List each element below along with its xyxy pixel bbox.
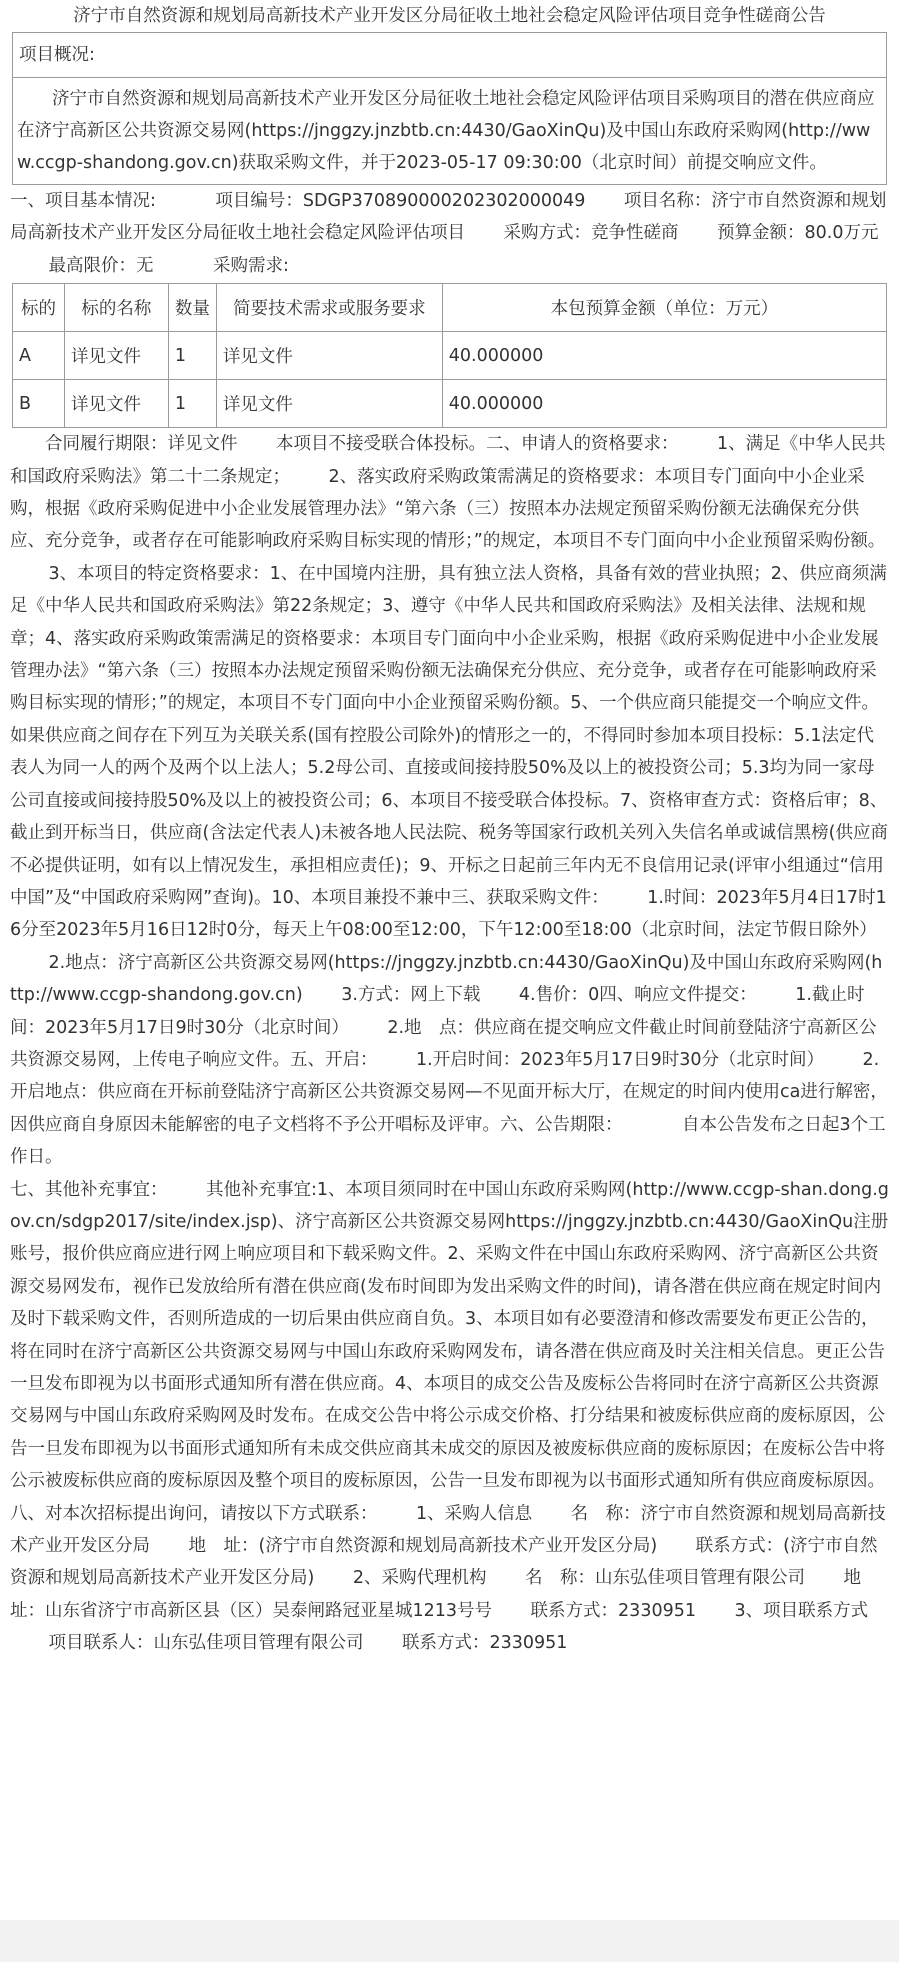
table-header: 本包预算金额（单位：万元） <box>442 284 886 332</box>
overview-label: 项目概况: <box>13 33 886 78</box>
project-contact-heading: 3、项目联系方式 <box>734 1600 869 1621</box>
table-cell: 详见文件 <box>216 380 442 428</box>
table-cell: 40.000000 <box>442 332 886 380</box>
table-header: 标的名称 <box>64 284 168 332</box>
table-header: 简要技术需求或服务要求 <box>216 284 442 332</box>
purchaser-address: 地 址：(济宁市自然资源和规划局高新技术产业开发区分局) <box>188 1536 658 1557</box>
supplementary-content: 其他补充事宜:1、本项目须同时在中国山东政府采购网(http://www.ccgp-shan.dong.gov.cn/sdgp2017/site/index.jsp)、济宁高新区公共资源交易网https://jnggzy.jnzbtb.cn:4430/GaoXinQu注册账号，报价供应商应进行网上响应项目和下载采购文件。2、采购文件在中国山东政府采购网、济宁高新区公共资源交易网发布，视作已发放给所有潜在供应商(发布时间即为发出采购文件的时间)，请各潜在供应商在规定时间内及时下载采购文件，否则所造成的一切后果由供应商自负。3、本项目如有必要澄清和修改需要发布更正公告的，将在同时在济宁高新区公共资源交易网与中国山东政府采购网发布，请各潜在供应商及时关注相关信息。更正公告一旦发布即视为以书面形式通知所有潜在供应商。4、本项目的成交公告及废标公告将同时在济宁高新区公共资源交易网与中国山东政府采购网及时发布。在成交公告中将公示成交价格、打分结果和被废标供应商的废标原因，公告一旦发布即视为以书面形式通知所有未成交供应商其未成交的原因及被废标供应商的废标原因；在废标公告中将公示被废标供应商的废标原因及整个项目的废标原因，公告一旦发布即视为以书面形式通知所有供应商废标原因。八、对本次招标提出询问，请按以下方式联系： <box>10 1179 889 1524</box>
requirements-table <box>12 283 887 428</box>
project-contact-phone: 联系方式：2330951 <box>402 1633 568 1654</box>
obtain-location: 2.地点：济宁高新区公共资源交易网(https://jnggzy.jnzbtb.cn:4430/GaoXinQu)及中国山东政府采购网(http://www.ccgp-shandong.gov.cn) <box>10 952 883 1006</box>
agency-heading: 2、采购代理机构 <box>352 1568 487 1589</box>
purchaser-info-heading: 1、采购人信息 <box>416 1503 533 1524</box>
budget-amount: 预算金额：80.0万元 <box>717 223 879 244</box>
contract-period: 合同履行期限：详见文件 <box>45 434 238 455</box>
max-price: 最高限价：无 <box>48 255 154 276</box>
table-cell: A <box>13 332 65 380</box>
opening-time: 1.开启时间：2023年5月17日9时30分（北京时间） <box>416 1049 825 1070</box>
procurement-method: 采购方式：竞争性磋商 <box>503 223 679 244</box>
table-row <box>13 332 887 380</box>
qualification-2: 2、落实政府采购政策需满足的资格要求：本项目专门面向中小企业采购，根据《政府采购促进中小企业发展管理办法》“第六条（三）按照本办法规定预留采购份额无法确保充分供应、充分竞争，或者存在可能影响政府采购目标实现的情形；”的规定，本项目不专门面向中小企业预留采购份额。 <box>10 466 886 552</box>
purchaser-contact: 联系方式：(济宁市自然资源和规划局高新技术产业开发区分局) <box>10 1536 878 1589</box>
project-overview-box <box>12 32 887 185</box>
consortium-note: 本项目不接受联合体投标。二、申请人的资格要求： <box>276 434 679 455</box>
overview-content: 济宁市自然资源和规划局高新技术产业开发区分局征收土地社会稳定风险评估项目采购项目的潜在供应商应在济宁高新区公共资源交易网(https://jnggzy.jnzbtb.cn:4430/GaoXinQu)及中国山东政府采购网(http://www.ccgp-shandong.gov.cn)获取采购文件，并于2023-05-17 09:30:00（北京时间）前提交响应文件。 <box>17 89 875 173</box>
table-row <box>13 380 887 428</box>
opening-location: 2.开启地点：供应商在开标前登陆济宁高新区公共资源交易网—不见面开标大厅，在规定的时间内使用ca进行解密，因供应商自身原因未能解密的电子文档将不予公开唱标及评审。六、公告期限： <box>10 1049 888 1135</box>
price-and-submission: 4.售价：0四、响应文件提交： <box>518 985 757 1006</box>
project-contact-person: 项目联系人：山东弘佳项目管理有限公司 <box>48 1633 364 1654</box>
agency-name: 名 称：山东弘佳项目管理有限公司 <box>524 1568 805 1589</box>
table-cell: 1 <box>168 332 216 380</box>
table-cell: B <box>13 380 65 428</box>
supplementary-section <box>0 1174 899 1660</box>
project-name: 项目名称：济宁市自然资源和规划局高新技术产业开发区分局征收土地社会稳定风险评估项目 <box>10 191 887 244</box>
obtain-time: 1.时间：2023年5月4日17时16分至2023年5月16日12时0分，每天上午08:00至12:00，下午12:00至18:00（北京时间，法定节假日除外） <box>10 887 887 941</box>
table-cell: 详见文件 <box>64 380 168 428</box>
announcement-body <box>0 428 899 1173</box>
purchaser-name: 名 称：济宁市自然资源和规划局高新技术产业开发区分局 <box>10 1503 886 1557</box>
table-header: 数量 <box>168 284 216 332</box>
obtain-method: 3.方式：网上下载 <box>341 985 481 1006</box>
submission-deadline: 1.截止时间：2023年5月17日9时30分（北京时间） <box>10 985 865 1038</box>
basic-heading: 一、项目基本情况: <box>10 191 156 211</box>
bottom-bar <box>0 1920 899 1962</box>
qualification-1: 1、满足《中华人民共和国政府采购法》第二十二条规定； <box>10 434 886 487</box>
project-number: 项目编号：SDGP370890000202302000049 <box>215 191 586 211</box>
table-cell: 1 <box>168 380 216 428</box>
agency-address: 地 址：山东省济宁市高新区县（区）吴泰闸路冠亚星城1213号号 <box>10 1568 879 1621</box>
basic-info-section <box>0 185 899 282</box>
agency-contact: 联系方式：2330951 <box>530 1600 696 1621</box>
supplementary-heading: 七、其他补充事宜： <box>10 1179 168 1200</box>
table-header: 标的 <box>13 284 65 332</box>
table-cell: 详见文件 <box>216 332 442 380</box>
table-header-row <box>13 284 887 332</box>
submission-location: 2.地 点：供应商在提交响应文件截止时间前登陆济宁高新区公共资源交易网，上传电子响应文件。五、开启： <box>10 1017 877 1070</box>
requirement-label: 采购需求: <box>213 255 289 276</box>
page-title: 济宁市自然资源和规划局高新技术产业开发区分局征收土地社会稳定风险评估项目竞争性磋商公告 <box>73 6 826 26</box>
qualification-3: 3、本项目的特定资格要求：1、在中国境内注册，具有独立法人资格，具备有效的营业执照；2、供应商须满足《中华人民共和国政府采购法》第22条规定；3、遵守《中华人民共和国政府采购法》及相关法律、法规和规章；4、落实政府采购政策需满足的资格要求：本项目专门面向中小企业采购，根据《政府采购促进中小企业发展管理办法》“第六条（三）按照本办法规定预留采购份额无法确保充分供应、充分竞争，或者存在可能影响政府采购目标实现的情形；”的规定，本项目不专门面向中小企业预留采购份额。5、一个供应商只能提交一个响应文件。如果供应商之间存在下列互为关联关系(国有控股公司除外)的情形之一的，不得同时参加本项目投标：5.1法定代表人为同一人的两个及两个以上法人；5.2母公司、直接或间接持股50%及以上的被投资公司；5.3均为同一家母公司直接或间接持股50%及以上的被投资公司；6、本项目不接受联合体投标。7、资格审查方式：资格后审；8、截止到开标当日，供应商(含法定代表人)未被各地人民法院、税务等国家行政机关列入失信名单或诚信黑榜(供应商不必提供证明，如有以上情况发生，承担相应责任)；9、开标之日起前三年内无不良信用记录(评审小组通过“信用中国”及“中国政府采购网”查询)。10、本项目兼投不兼中三、获取采购文件： <box>10 563 888 908</box>
notice-period: 自本公告发布之日起3个工作日。 <box>10 1114 886 1168</box>
table-cell: 详见文件 <box>64 332 168 380</box>
table-cell: 40.000000 <box>442 380 886 428</box>
